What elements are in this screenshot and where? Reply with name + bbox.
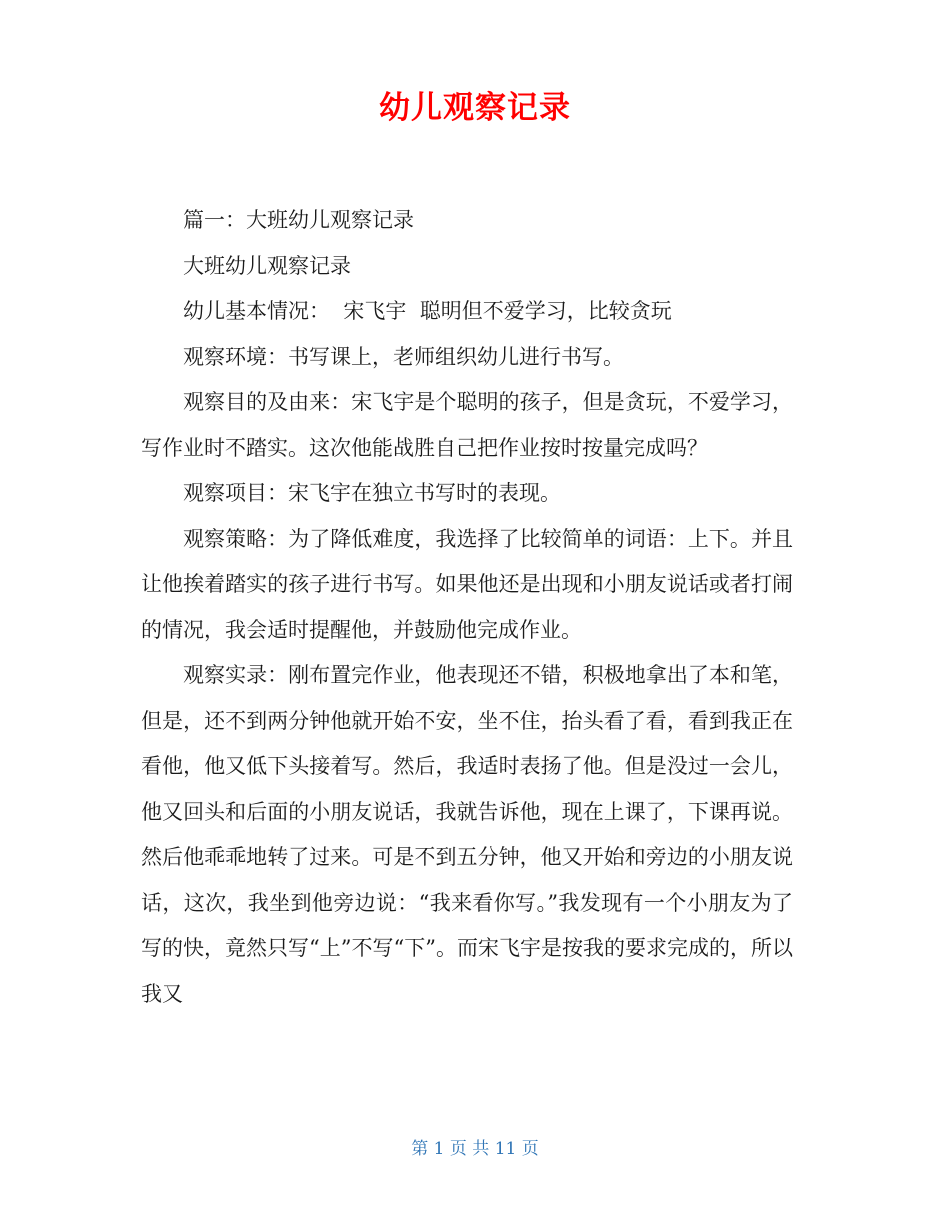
section-heading: 篇一：大班幼儿观察记录 (183, 208, 414, 232)
basic-info-paragraph: 幼儿基本情况： 宋飞宇 聪明但不爱学习，比较贪玩 (183, 299, 672, 323)
document-title: 幼儿观察记录 (379, 90, 571, 126)
record-paragraph: 观察实录：刚布置完作业，他表现还不错，积极地拿出了本和笔，但是，还不到两分钟他就开始不安，坐不住，抬头看了看，看到我正在看他，他又低下头接着写。然后，我适时表扬了他。但是没过一会儿，他又回头和后面的小朋友说话，我就告诉他，现在上课了，下课再说。然后他乖乖地转了过来。可是不到五分钟，他又开始和旁边的小朋友说话，这次，我坐到他旁边说：“我来看你写。”我发现有一个小朋友为了写的快，竟然只写“上”不写“下”。而宋飞宇是按我的要求完成的，所以我又 (141, 663, 793, 1006)
purpose-paragraph: 观察目的及由来：宋飞宇是个聪明的孩子，但是贪玩，不爱学习，写作业时不踏实。这次他能战胜自己把作业按时按量完成吗？ (141, 390, 793, 460)
environment-paragraph: 观察环境：书写课上，老师组织幼儿进行书写。 (183, 344, 624, 369)
subtitle-paragraph: 大班幼儿观察记录 (183, 253, 351, 278)
project-paragraph: 观察项目：宋飞宇在独立书写时的表现。 (183, 481, 561, 505)
page-number-footer: 第 1 页 共 11 页 (411, 1139, 539, 1159)
strategy-paragraph: 观察策略：为了降低难度，我选择了比较简单的词语：上下。并且让他挨着踏实的孩子进行书写。如果他还是出现和小朋友说话或者打闹的情况，我会适时提醒他，并鼓励他完成作业。 (141, 526, 793, 642)
document-body (141, 198, 793, 1017)
